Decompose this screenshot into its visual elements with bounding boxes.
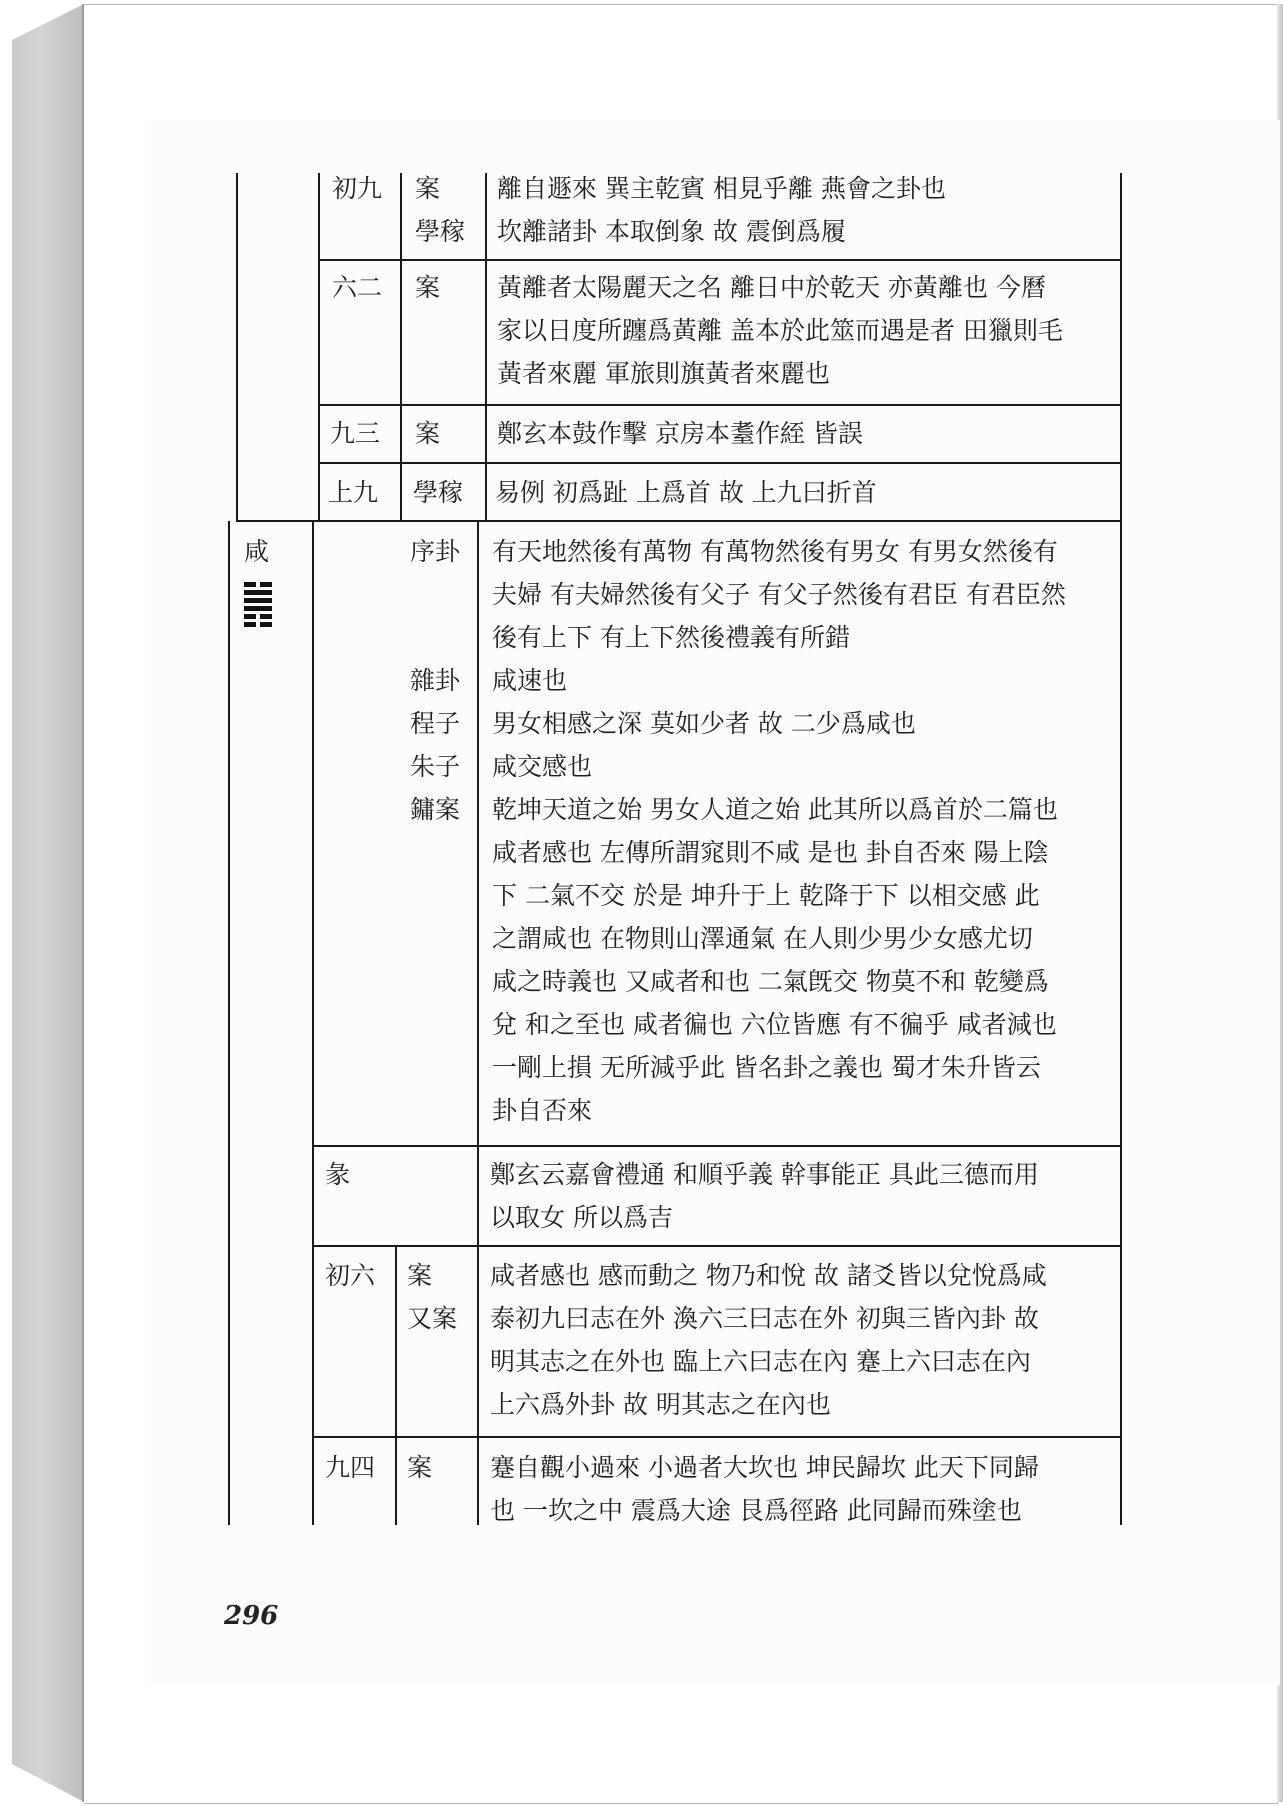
line-position: 九三 bbox=[330, 419, 381, 448]
page-number: 296 bbox=[224, 1601, 279, 1631]
commentary-label: 程子 bbox=[410, 709, 461, 738]
rule-row-divider bbox=[312, 1245, 1122, 1247]
hexagram-name: 咸 bbox=[244, 537, 270, 566]
commentary-text bbox=[497, 266, 1063, 395]
text-line: 也 一坎之中 震爲大途 艮爲徑路 此同歸而殊塗也 bbox=[490, 1496, 1022, 1525]
text-line: 兌 和之至也 咸者徧也 六位皆應 有不徧乎 咸者減也 bbox=[492, 1010, 1057, 1039]
rule-row-divider bbox=[312, 1145, 1122, 1147]
text-line: 卦自否來 bbox=[492, 1096, 593, 1125]
book-spine bbox=[12, 4, 84, 1802]
commentary-label: 案 bbox=[415, 419, 441, 448]
text-line: 之謂咸也 在物則山澤通氣 在人則少男少女感尤切 bbox=[492, 924, 1033, 953]
text-line: 咸者感也 感而動之 物乃和悅 故 諸爻皆以兌悅爲咸 bbox=[490, 1261, 1047, 1290]
commentary-label: 學稼 bbox=[415, 217, 466, 246]
commentary-label: 案 bbox=[415, 174, 441, 203]
text-line: 咸交感也 bbox=[492, 752, 593, 781]
text-line: 離自遯來 巽主乾賓 相見乎離 燕會之卦也 bbox=[497, 174, 946, 203]
commentary-label: 又案 bbox=[407, 1304, 458, 1333]
rule-row-divider bbox=[318, 462, 1122, 464]
intro-commentary-text bbox=[492, 530, 1066, 1132]
commentary-text bbox=[495, 471, 877, 514]
line-position: 九四 bbox=[325, 1453, 376, 1482]
rule-row-divider bbox=[312, 1436, 1122, 1438]
commentary-text bbox=[490, 1153, 1039, 1239]
commentary-text bbox=[490, 1254, 1047, 1426]
text-line: 咸速也 bbox=[492, 666, 568, 695]
rule-col-text-upper bbox=[485, 173, 487, 521]
commentary-label: 案 bbox=[407, 1261, 433, 1290]
commentary-label: 學稼 bbox=[413, 478, 464, 507]
text-line: 鄭玄云嘉會禮通 和順乎義 幹事能正 具此三德而用 bbox=[490, 1160, 1039, 1189]
line-position: 六二 bbox=[332, 273, 383, 302]
rule-col-right-lower bbox=[1120, 521, 1122, 1525]
commentary-label-stack bbox=[415, 412, 440, 455]
text-line: 一剛上損 无所減乎此 皆名卦之義也 蜀才朱升皆云 bbox=[492, 1053, 1041, 1082]
commentary-label-stack bbox=[407, 1446, 432, 1489]
commentary-label bbox=[410, 616, 460, 659]
line-position: 上九 bbox=[328, 478, 379, 507]
rule-col-right-upper bbox=[1120, 173, 1122, 521]
text-line: 坎離諸卦 本取倒象 故 震倒爲履 bbox=[497, 217, 846, 246]
text-line: 上六爲外卦 故 明其志之在內也 bbox=[490, 1390, 831, 1419]
rule-row-divider bbox=[318, 404, 1122, 406]
commentary-label bbox=[410, 573, 460, 616]
text-line: 下 二氣不交 於是 坤升于上 乾降于下 以相交感 此 bbox=[492, 881, 1040, 910]
commentary-label: 鏞案 bbox=[410, 795, 461, 824]
commentary-label-stack bbox=[415, 266, 440, 309]
line-position: 初六 bbox=[325, 1261, 376, 1290]
rule-col-line-upper bbox=[318, 173, 320, 521]
rule-col-left-upper bbox=[236, 173, 238, 521]
commentary-text bbox=[497, 412, 863, 455]
rule-col-label-lower bbox=[395, 1245, 397, 1525]
text-line: 泰初九曰志在外 渙六三曰志在外 初與三皆內卦 故 bbox=[490, 1304, 1039, 1333]
text-line: 夫婦 有夫婦然後有父子 有父子然後有君臣 有君臣然 bbox=[492, 580, 1066, 609]
rule-col-left-lower bbox=[228, 521, 230, 1525]
text-line: 有天地然後有萬物 有萬物然後有男女 有男女然後有 bbox=[492, 537, 1058, 566]
text-line: 乾坤天道之始 男女人道之始 此其所以爲首於二篇也 bbox=[492, 795, 1058, 824]
commentary-text bbox=[490, 1446, 1039, 1532]
commentary-text bbox=[497, 167, 946, 253]
text-line: 咸之時義也 又咸者和也 二氣旣交 物莫不和 乾變爲 bbox=[492, 967, 1049, 996]
commentary-label-stack bbox=[407, 1254, 457, 1340]
text-line: 咸者感也 左傳所謂窕則不咸 是也 卦自否來 陽上陰 bbox=[492, 838, 1049, 867]
commentary-label-stack bbox=[415, 167, 465, 253]
text-line: 後有上下 有上下然後禮義有所錯 bbox=[492, 623, 850, 652]
text-line: 男女相感之深 莫如少者 故 二少爲咸也 bbox=[492, 709, 916, 738]
text-line: 以取女 所以爲吉 bbox=[490, 1203, 673, 1232]
text-line: 明其志之在外也 臨上六曰志在內 蹇上六曰志在內 bbox=[490, 1347, 1031, 1376]
commentary-label-stack bbox=[413, 471, 463, 514]
rule-col-text-lower bbox=[477, 521, 479, 1525]
commentary-label: 雜卦 bbox=[410, 666, 461, 695]
commentary-label: 案 bbox=[415, 273, 441, 302]
text-line: 黃者來麗 軍旅則旗黃者來麗也 bbox=[497, 359, 830, 388]
xian-hexagram-icon bbox=[244, 582, 272, 630]
text-line: 黃離者太陽麗天之名 離日中於乾天 亦黃離也 今曆 bbox=[497, 273, 1046, 302]
text-line: 蹇自觀小過來 小過者大坎也 坤民歸坎 此天下同歸 bbox=[490, 1453, 1039, 1482]
commentary-label: 朱子 bbox=[410, 752, 461, 781]
intro-label-stack bbox=[410, 530, 460, 831]
text-line: 易例 初爲趾 上爲首 故 上九曰折首 bbox=[495, 478, 877, 507]
commentary-label: 案 bbox=[407, 1453, 433, 1482]
line-position: 初九 bbox=[332, 174, 383, 203]
commentary-label: 序卦 bbox=[410, 537, 461, 566]
rule-section-divider bbox=[236, 520, 1122, 522]
rule-row-divider bbox=[318, 259, 1122, 261]
rule-col-label-upper bbox=[400, 173, 402, 521]
text-line: 鄭玄本鼓作擊 京房本耋作絰 皆誤 bbox=[497, 419, 863, 448]
rule-col-line-lower bbox=[312, 521, 314, 1525]
line-position: 彖 bbox=[325, 1160, 351, 1189]
text-line: 家以日度所躔爲黃離 盖本於此筮而遇是者 田獵則毛 bbox=[497, 316, 1063, 345]
